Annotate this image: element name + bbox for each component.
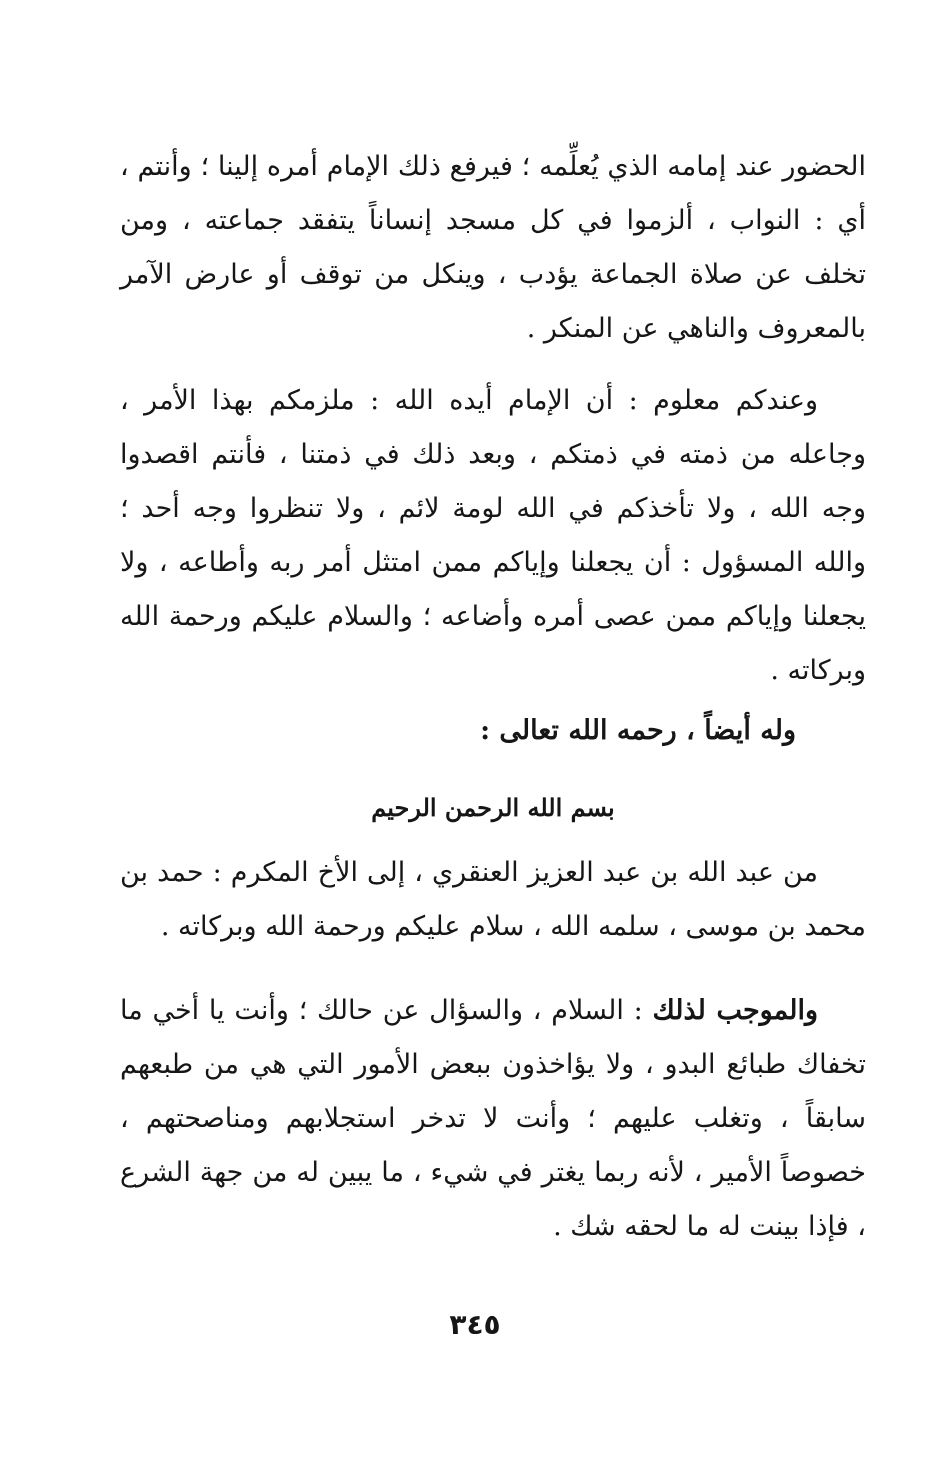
- page-number: ٣٤٥: [449, 1308, 501, 1341]
- paragraph-4-lead: والموجب لذلك: [652, 995, 818, 1026]
- paragraph-1: الحضور عند إمامه الذي يُعلِّمه ؛ فيرفع ذلك الإمام أمره إلينا ؛ وأنتم ، أي : النواب ، ألزموا في كل مسجد إنساناً يتفقد جماعته ، ومن تخلف عن صلاة الجماعة يؤدب ، وينكل من توقف أو عارض الآمر بالمعروف والناهي عن المنكر .: [120, 151, 866, 344]
- page-body: [120, 140, 866, 1254]
- paragraph-4: [120, 984, 866, 1254]
- paragraph-2: وعندكم معلوم : أن الإمام أيده الله : ملزمكم بهذا الأمر ، وجاعله من ذمته في ذمتكم ، وبعد ذلك في ذمتنا ، فأنتم اقصدوا وجه الله ، ولا تأخذكم في الله لومة لائم ، ولا تنظروا وجه أحد ؛ والله المسؤول : أن يجعلنا وإياكم ممن امتثل أمر ربه وأطاعه ، ولا يجعلنا وإياكم ممن عصى أمره وأضاعه ؛ والسلام عليكم ورحمة الله وبركاته .: [120, 385, 866, 686]
- section-heading: وله أيضاً ، رحمه الله تعالى :: [480, 715, 796, 746]
- paragraph-4-text: : السلام ، والسؤال عن حالك ؛ وأنت يا أخي ما تخفاك طبائع البدو ، ولا يؤاخذون ببعض الأمور التي هي من طبعهم سابقاً ، وتغلب عليهم ؛ وأنت لا تدخر استجلابهم ومناصحتهم ، خصوصاً الأمير ، لأنه ربما يغتر في شيء ، ما يبين له من جهة الشرع ، فإذا بينت له ما لحقه شك .: [120, 995, 866, 1242]
- basmala-ornament: بسم الله الرحمن الرحيم: [371, 793, 615, 822]
- paragraph-3: من عبد الله بن عبد العزيز العنقري ، إلى الأخ المكرم : حمد بن محمد بن موسى ، سلمه الله ، سلام عليكم ورحمة الله وبركاته .: [120, 857, 866, 942]
